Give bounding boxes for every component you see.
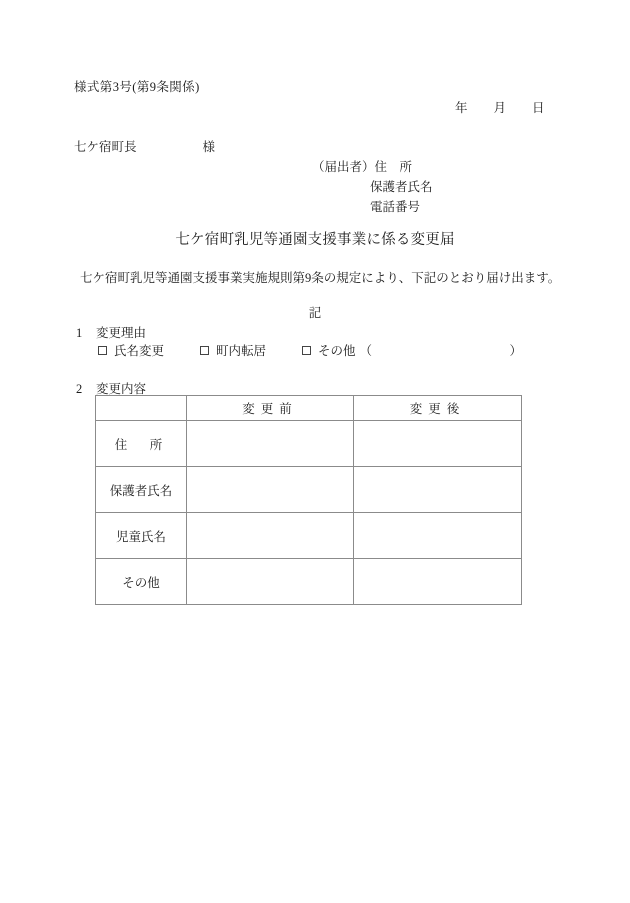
- table-row: [96, 559, 522, 605]
- row-label-other: その他: [96, 559, 187, 605]
- body-paragraph: 七ケ宿町乳児等通園支援事業実施規則第9条の規定により、下記のとおり届け出ます。: [80, 271, 561, 285]
- submitter-block: [312, 157, 433, 217]
- other-close-paren: ）: [509, 344, 523, 358]
- section-2-label: 変更内容: [96, 382, 147, 396]
- checkbox-option-in-town-move[interactable]: [200, 341, 266, 359]
- submitter-address-label: 住 所: [374, 160, 413, 174]
- cell-child-name-after[interactable]: [354, 513, 522, 559]
- submitter-phone-label: 電話番号: [370, 200, 421, 214]
- addressee-name: 七ケ宿町長: [74, 140, 137, 154]
- table-row: [96, 467, 522, 513]
- checkbox-label-in-town-move: 町内転居: [216, 344, 267, 358]
- cell-other-before[interactable]: [187, 559, 354, 605]
- addressee-line: [74, 137, 215, 155]
- cell-other-after[interactable]: [354, 559, 522, 605]
- checkbox-icon[interactable]: [200, 346, 209, 355]
- submitter-guardian-label: 保護者氏名: [370, 180, 433, 194]
- cell-address-after[interactable]: [354, 421, 522, 467]
- table-header-before: 変更前: [187, 396, 354, 421]
- submitter-label: （届出者）: [312, 160, 375, 174]
- row-label-address: 住 所: [96, 421, 187, 467]
- cell-guardian-name-after[interactable]: [354, 467, 522, 513]
- ki-mark: 記: [308, 306, 322, 320]
- submitter-guardian-row: [312, 177, 433, 197]
- change-reason-checkbox-group: [98, 341, 522, 359]
- form-code-label: 様式第3号(第9条関係): [74, 80, 200, 94]
- submitter-phone-row: [312, 197, 433, 217]
- cell-guardian-name-before[interactable]: [187, 467, 354, 513]
- date-entry-line: [455, 98, 545, 116]
- table-row: [96, 513, 522, 559]
- day-label: 日: [532, 101, 545, 115]
- table-header-after: 変更後: [354, 396, 522, 421]
- cell-address-before[interactable]: [187, 421, 354, 467]
- section-1-number: 1: [76, 326, 83, 340]
- checkbox-icon[interactable]: [98, 346, 107, 355]
- checkbox-label-name-change: 氏名変更: [114, 344, 165, 358]
- change-content-table: [95, 395, 522, 605]
- checkbox-option-other[interactable]: [302, 341, 522, 359]
- document-title: 七ケ宿町乳児等通園支援事業に係る変更届: [175, 232, 455, 248]
- checkbox-option-name-change[interactable]: [98, 341, 164, 359]
- section-1-label: 変更理由: [96, 326, 147, 340]
- submitter-address-row: [312, 157, 433, 177]
- table-header-row: [96, 396, 522, 421]
- checkbox-icon[interactable]: [302, 346, 311, 355]
- cell-child-name-before[interactable]: [187, 513, 354, 559]
- section-2-number: 2: [76, 382, 83, 396]
- other-open-paren: （: [359, 344, 373, 358]
- row-label-child-name: 児童氏名: [96, 513, 187, 559]
- table-header-blank: [96, 396, 187, 421]
- section-1-heading: [76, 323, 146, 341]
- addressee-honorific: 様: [202, 140, 216, 154]
- row-label-guardian-name: 保護者氏名: [96, 467, 187, 513]
- checkbox-label-other: その他: [318, 344, 356, 358]
- year-label: 年: [455, 101, 468, 115]
- month-label: 月: [493, 101, 507, 115]
- table-row: [96, 421, 522, 467]
